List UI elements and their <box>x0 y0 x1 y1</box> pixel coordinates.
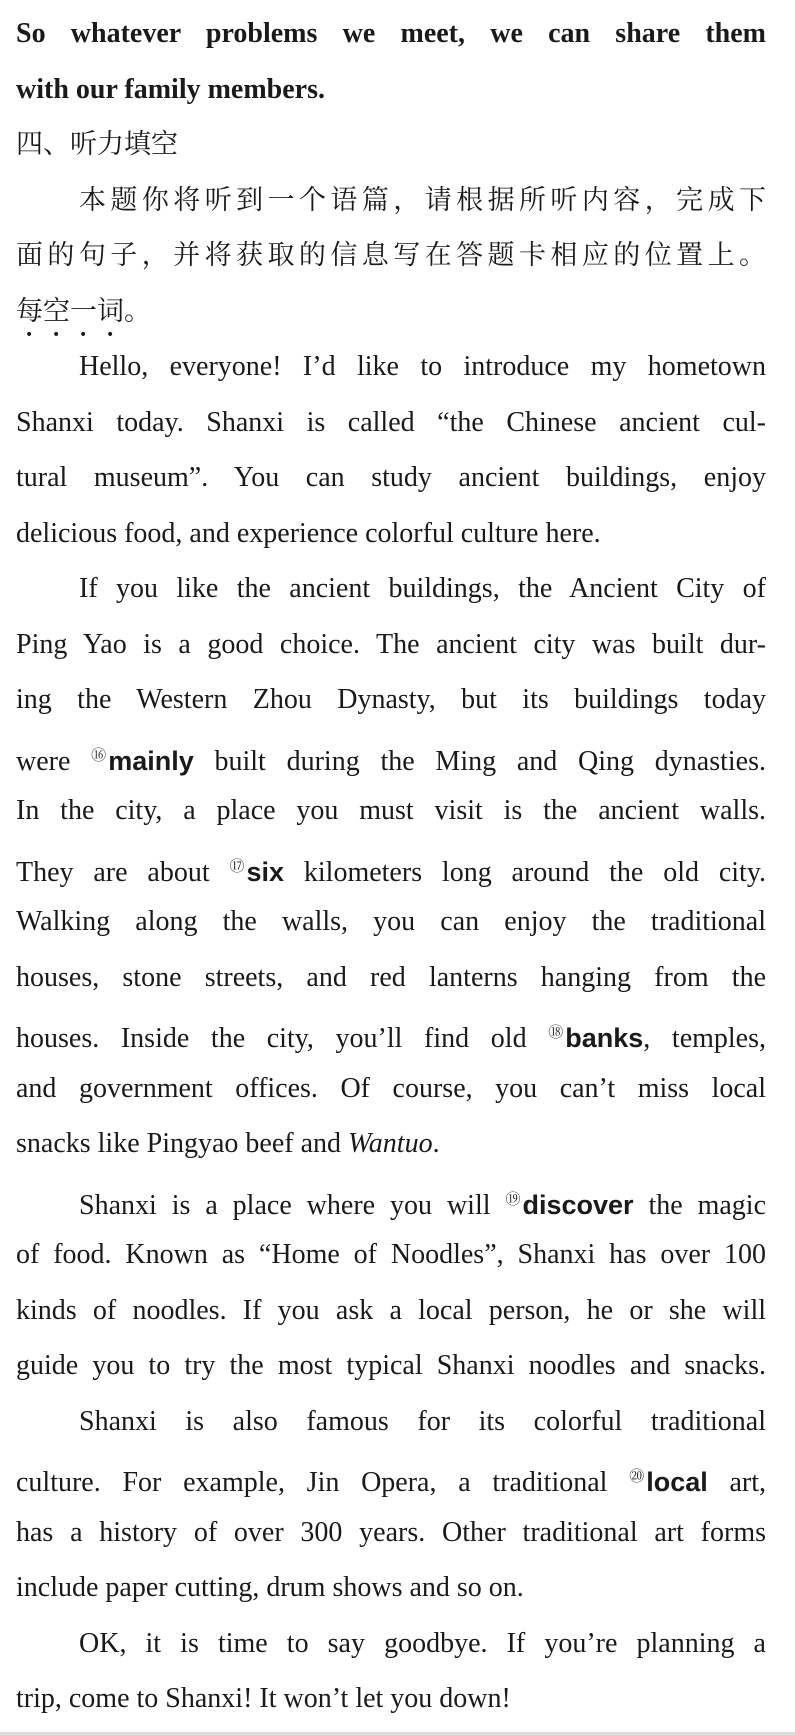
instruction-emphasis: 每空一词 <box>16 295 124 327</box>
instruction-end: 。 <box>124 295 151 327</box>
intro-line-2: with our family members. <box>16 73 325 105</box>
p2-line-2: Ping Yao is a good choice. The ancient city was built dur- <box>16 628 766 660</box>
p2-line-6 <box>16 839 766 895</box>
blank-number-17: ⑰ <box>229 856 245 875</box>
p3-line-4: guide you to try the most typical Shanxi noodles and snacks. <box>16 1350 766 1381</box>
blank-number-19: ⑲ <box>505 1189 521 1208</box>
text-segment: , temples, <box>643 1023 766 1054</box>
p3-line-1 <box>16 1172 766 1228</box>
p2-line-1: If you like the ancient buildings, the Ancient City of <box>79 573 766 604</box>
section-heading: 四、听力填空 <box>16 129 178 160</box>
p1-line-2: Shanxi today. Shanxi is called “the Chinese ancient cul- <box>16 406 766 438</box>
text-segment: houses. Inside the city, you’ll find old <box>16 1023 549 1054</box>
italic-word: Wantuo <box>348 1128 433 1159</box>
text-segment: the magic <box>648 1189 766 1221</box>
text-segment: . <box>432 1128 440 1159</box>
intro-line-1: So whatever problems we meet, we can share them <box>16 18 766 49</box>
answer-20: local <box>646 1467 708 1497</box>
p4-line-2 <box>16 1449 766 1505</box>
text-segment: Shanxi is a place where you will <box>79 1189 506 1221</box>
p2-line-3: ing the Western Zhou Dynasty, but its buildings today <box>16 684 766 715</box>
p2-line-4 <box>16 728 766 784</box>
answer-19: discover <box>522 1189 634 1220</box>
answer-16: mainly <box>108 745 194 776</box>
instruction-line-1: 本题你将听到一个语篇，请根据所听内容，完成下 <box>79 184 766 216</box>
p3-line-2: of food. Known as “Home of Noodles”, Shanxi has over 100 <box>16 1239 766 1270</box>
p4-line-1: Shanxi is also famous for its colorful traditional <box>79 1405 766 1437</box>
blank-number-16: ⑯ <box>91 745 107 764</box>
document-page <box>16 6 766 1727</box>
blank-number-20: ⑳ <box>629 1467 645 1485</box>
text-segment: culture. For example, Jin Opera, a traditional <box>16 1467 630 1498</box>
text-segment: snacks like Pingyao beef and <box>16 1128 349 1159</box>
instruction-line-3 <box>16 284 766 340</box>
text-segment: kilometers long around the old city. <box>303 856 766 888</box>
text-segment: built during the Ming and Qing dynasties. <box>214 745 766 777</box>
p1-line-4: delicious food, and experience colorful culture here. <box>16 517 601 549</box>
p2-line-9 <box>16 1005 766 1061</box>
p1-line-3: tural museum”. You can study ancient buildings, enjoy <box>16 462 766 493</box>
blank-number-18: ⑱ <box>548 1023 564 1041</box>
p2-line-7: Walking along the walls, you can enjoy the traditional <box>16 906 766 937</box>
p4-line-4: include paper cutting, drum shows and so on. <box>16 1572 524 1603</box>
text-segment: art, <box>729 1467 766 1498</box>
p2-line-10: and government offices. Of course, you can’t miss local <box>16 1072 766 1104</box>
answer-17: six <box>246 856 285 887</box>
p2-line-11 <box>16 1116 766 1172</box>
text-segment: were <box>16 745 92 777</box>
p2-line-5: In the city, a place you must visit is the ancient walls. <box>16 795 766 826</box>
p5-line-1: OK, it is time to say goodbye. If you’re planning a <box>79 1627 766 1659</box>
text-segment: They are about <box>16 856 230 888</box>
instruction-line-2: 面的句子，并将获取的信息写在答题卡相应的位置上。 <box>16 240 766 271</box>
answer-18: banks <box>565 1023 644 1053</box>
p1-line-1: Hello, everyone! I’d like to introduce my hometown <box>79 351 766 382</box>
p4-line-3: has a history of over 300 years. Other traditional art forms <box>16 1516 766 1548</box>
p5-line-2: trip, come to Shanxi! It won’t let you down! <box>16 1683 511 1714</box>
p2-line-8: houses, stone streets, and red lanterns hanging from the <box>16 961 766 993</box>
p3-line-3: kinds of noodles. If you ask a local person, he or she will <box>16 1294 766 1326</box>
